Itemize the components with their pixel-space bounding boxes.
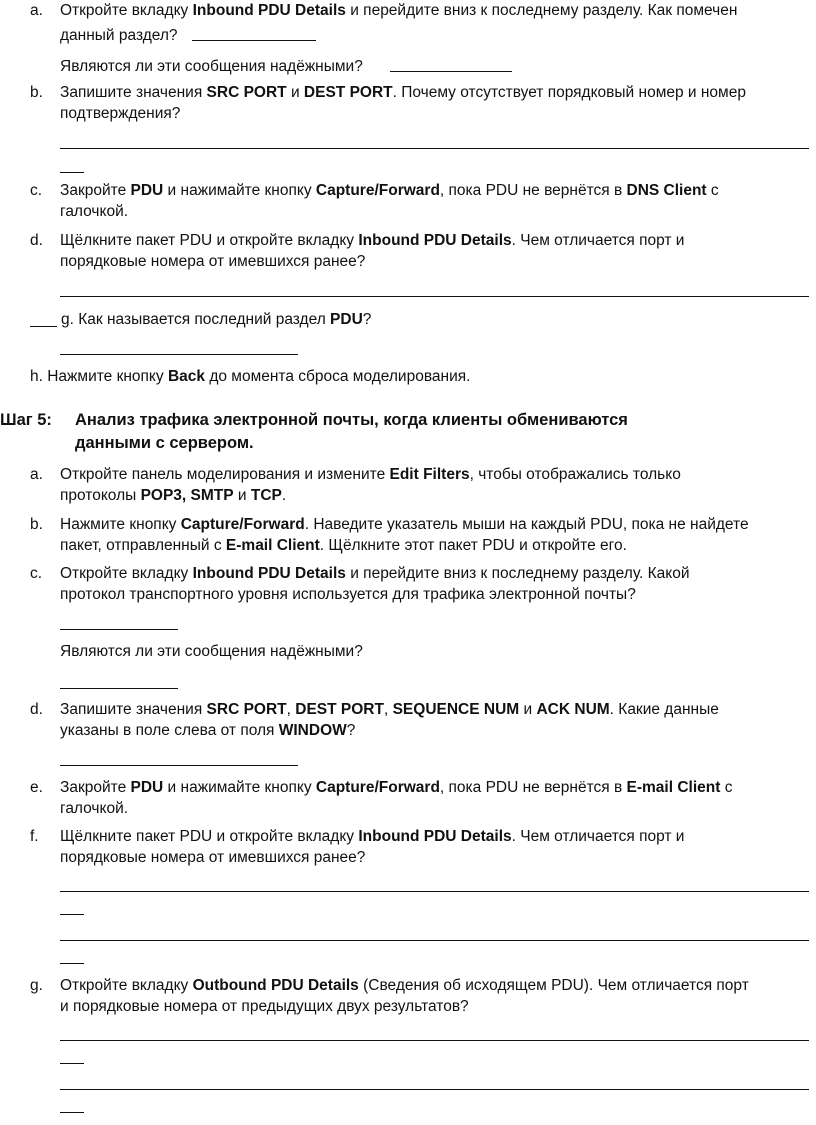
- item-text: Откройте вкладку Inbound PDU Details и перейдите вниз к последнему разделу. Как помечен: [60, 2, 738, 19]
- item-text-line2: протокол транспортного уровня используется для трафика электронной почты?: [60, 586, 636, 603]
- item-text-line2: пакет, отправленный с E-mail Client. Щёлкните этот пакет PDU и откройте его.: [60, 537, 627, 554]
- answer-line[interactable]: [60, 1040, 809, 1041]
- item-text: Откройте вкладку Inbound PDU Details и перейдите вниз к последнему разделу. Какой: [60, 565, 690, 582]
- item-question: Являются ли эти сообщения надёжными?: [60, 643, 363, 660]
- item-label: g.: [61, 311, 74, 328]
- item-label: c.: [30, 565, 43, 582]
- answer-line[interactable]: [60, 1089, 809, 1090]
- item-text: Закройте PDU и нажимайте кнопку Capture/Forward, пока PDU не вернётся в DNS Client с: [60, 182, 719, 199]
- item-text-line2: галочкой.: [60, 800, 129, 817]
- item-label: b.: [30, 84, 43, 101]
- step-title-line2: данными с сервером.: [75, 434, 254, 452]
- item-label: e.: [30, 779, 43, 796]
- item-text: Запишите значения SRC PORT, DEST PORT, SEQUENCE NUM и ACK NUM. Какие данные: [60, 701, 719, 718]
- item-text: Щёлкните пакет PDU и откройте вкладку Inbound PDU Details. Чем отличается порт и: [60, 232, 685, 249]
- answer-line-tail[interactable]: [60, 172, 84, 173]
- item-text-line2: галочкой.: [60, 203, 129, 220]
- item-text-line2: данный раздел?: [60, 27, 178, 44]
- item-text: Откройте вкладку Outbound PDU Details (Сведения об исходящем PDU). Чем отличается порт: [60, 977, 749, 994]
- step-title-line1: Анализ трафика электронной почты, когда клиенты обмениваются: [75, 411, 628, 429]
- item-question: Являются ли эти сообщения надёжными?: [60, 58, 363, 75]
- answer-line[interactable]: [60, 296, 809, 297]
- item-text: Нажмите кнопку Capture/Forward. Наведите указатель мыши на каждый PDU, пока не найдете: [60, 516, 749, 533]
- answer-line[interactable]: [60, 891, 809, 892]
- item-g: g. Как называется последний раздел PDU?: [61, 311, 372, 328]
- answer-line-tail[interactable]: [60, 963, 84, 964]
- item-text-line2: подтверждения?: [60, 105, 181, 122]
- item-text-line2: порядковые номера от имевшихся ранее?: [60, 253, 366, 270]
- answer-line[interactable]: [60, 940, 809, 941]
- item-label: a.: [30, 2, 43, 19]
- item-label: d.: [30, 701, 43, 718]
- item-text-line2: и порядковые номера от предыдущих двух результатов?: [60, 998, 469, 1015]
- answer-line[interactable]: [60, 688, 178, 689]
- item-label: c.: [30, 182, 43, 199]
- answer-line-tail[interactable]: [60, 1112, 84, 1113]
- item-text-line2: протоколы POP3, SMTP и TCP.: [60, 487, 287, 504]
- item-text-line2: указаны в поле слева от поля WINDOW?: [60, 722, 356, 739]
- step-label: Шаг 5:: [0, 411, 52, 429]
- item-label: a.: [30, 466, 43, 483]
- item-text: Щёлкните пакет PDU и откройте вкладку Inbound PDU Details. Чем отличается порт и: [60, 828, 685, 845]
- item-label: g.: [30, 977, 43, 994]
- item-text: Запишите значения SRC PORT и DEST PORT. Почему отсутствует порядковый номер и номер: [60, 84, 746, 101]
- answer-line[interactable]: [60, 629, 178, 630]
- item-label: d.: [30, 232, 43, 249]
- step-title: [75, 409, 765, 455]
- answer-line[interactable]: [60, 765, 298, 766]
- answer-line[interactable]: [390, 71, 512, 72]
- answer-line[interactable]: [192, 40, 316, 41]
- answer-line-tail[interactable]: [60, 1063, 84, 1064]
- item-text-line2: порядковые номера от имевшихся ранее?: [60, 849, 366, 866]
- item-label: b.: [30, 516, 43, 533]
- item-label: f.: [30, 828, 39, 845]
- answer-line-tail[interactable]: [60, 914, 84, 915]
- item-text: Откройте панель моделирования и измените Edit Filters, чтобы отображались только: [60, 466, 681, 483]
- item-h: h. Нажмите кнопку Back до момента сброса моделирования.: [30, 368, 471, 385]
- answer-line[interactable]: [60, 148, 809, 149]
- answer-line[interactable]: [60, 354, 298, 355]
- answer-line-lead[interactable]: [30, 326, 57, 327]
- item-text: Закройте PDU и нажимайте кнопку Capture/Forward, пока PDU не вернётся в E-mail Client с: [60, 779, 733, 796]
